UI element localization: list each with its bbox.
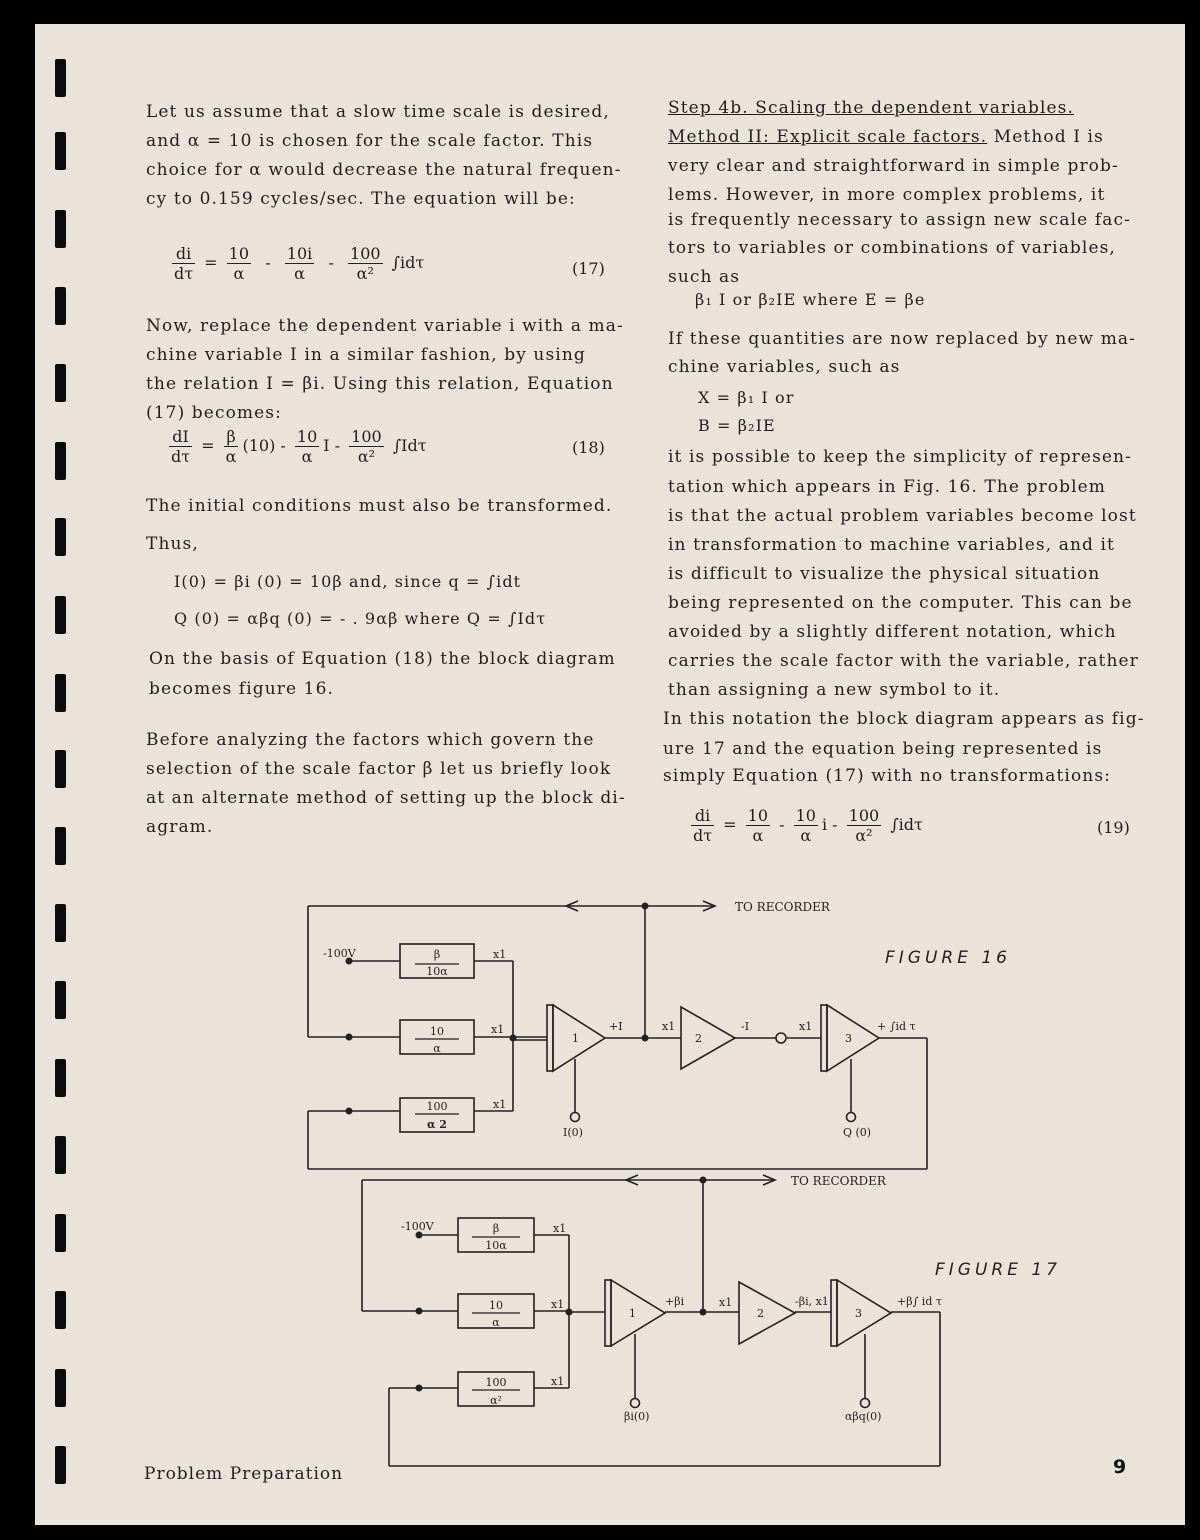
initial-condition-1: I(0) = βi (0) = 10β and, since q = ∫idt <box>174 572 522 591</box>
svg-text:-I: -I <box>741 1020 750 1033</box>
svg-text:+ ∫id τ: + ∫id τ <box>877 1020 916 1033</box>
fig17-source-label: -100V <box>401 1220 434 1233</box>
equation-18-number: (18) <box>572 438 605 457</box>
svg-text:βi(0): βi(0) <box>624 1410 650 1423</box>
svg-text:+I: +I <box>609 1020 623 1033</box>
svg-text:x1: x1 <box>493 1098 507 1111</box>
equation-19: $\frac{di}{d\tau}$ = $\frac{10}{\alpha}$ - $\frac{10}{\alpha}$ i - $\frac{100}{\text{α²}}$ ∫idτ <box>693 806 923 845</box>
svg-text:10: 10 <box>430 1025 444 1038</box>
svg-text:α²: α² <box>490 1394 502 1407</box>
svg-text:α: α <box>492 1316 500 1329</box>
fig17-recorder-label: TO RECORDER <box>791 1174 886 1188</box>
svg-text:10: 10 <box>489 1299 503 1312</box>
method-heading: Method II: Explicit scale factors. Method I is <box>668 127 1104 147</box>
fig16-recorder-label: TO RECORDER <box>735 900 830 914</box>
svg-text:x1: x1 <box>662 1020 676 1033</box>
fig16-source-label: -100V <box>323 947 356 960</box>
initial-condition-2: Q (0) = αβq (0) = - . 9αβ where Q = ∫Idτ <box>174 609 547 628</box>
svg-text:x1: x1 <box>799 1020 813 1033</box>
step-heading: Step 4b. Scaling the dependent variables. <box>668 98 1074 118</box>
expression-beta-scale: β₁ I or β₂IE where E = βe <box>695 290 926 309</box>
svg-text:β: β <box>492 1222 500 1235</box>
page-number: 9 <box>1113 1456 1127 1478</box>
equation-17: $\frac{di}{d\tau}$ = $\frac{10}{\alpha}$ - $\frac{10i}{\alpha}$ - $\frac{100}{\text{α²}}$ ∫idτ <box>174 244 425 283</box>
svg-text:α: α <box>433 1042 441 1055</box>
svg-text:x1: x1 <box>551 1375 565 1388</box>
figure-17-title: FIGURE 17 <box>935 1260 1061 1280</box>
svg-text:10α: 10α <box>426 965 448 978</box>
figure-17-diagram <box>35 24 1185 1525</box>
svg-text:100: 100 <box>426 1100 448 1113</box>
svg-text:x1: x1 <box>491 1023 505 1036</box>
svg-text:3: 3 <box>855 1307 862 1320</box>
expression-b: B = β₂IE <box>698 416 776 435</box>
equation-19-number: (19) <box>1097 818 1130 837</box>
svg-text:β: β <box>433 948 441 961</box>
figure-16-title: FIGURE 16 <box>885 948 1011 968</box>
svg-text:x1: x1 <box>493 948 507 961</box>
document-page: Let us assume that a slow time scale is desired, and α = 10 is chosen for the scale factor. This choice for α would decrease the natural frequen- cy to 0.159 cycles/sec. The equation will be: $\frac{di}{d\tau}$ = $\frac{10}{\alpha}$ - $\frac{10i}{\alpha}$ - $\frac{100}{\text{α²}}$ ∫idτ (17) Now, replace the dependent variable i with a ma- chine variable I in a similar fashion, by using the relation I = βi. Using this relation, Equation (17) becomes: $\frac{dI}{d\tau}$ = $\frac{\beta}{\alpha}$ (10) - $\frac{10}{\alpha}$ I - $\frac{100}{\text{α²}}$ ∫Idτ (18) The initial conditions must also be transformed. Thus, I(0) = βi (0) = 10β and, since q = ∫idt Q (0) = αβq (0) = - . 9αβ where Q = ∫Idτ On the basis of Equation (18) the block diagram becomes figure 16. Before analyzing the factors which govern the selection of the scale factor β let us briefly look at an alternate method of setting up the block di- agram. Step 4b. Scaling the dependent variables. Method II: Explicit scale factors. Method I is very clear and straightforward in simple prob- lems. However, in more complex problems, it is frequently necessary to assign new scale fac- tors to variables or combinations of variables, such as β₁ I or β₂IE where E = βe If these quantities are now replaced by new ma- chine variables, such as X = β₁ I or B = β₂IE it is possible to keep the simplicity of represen- tation which appears in Fig. 16. The problem is that the actual problem variables become lost in transformation to machine variables, and it is difficult to visualize the physical situation being represented on the computer. This can be avoided by a slightly different notation, which carries the scale factor with the variable, rather than assigning a new symbol to it. In this notation the block diagram appears as fig- ure 17 and the equation being represented is simply Equation (17) with no transformations: $\frac{di}{d\tau}$ = $\frac{10}{\alpha}$ - $\frac{10}{\alpha}$ i - $\frac{100}{\text{α²}}$ ∫idτ (19) FIGURE 16 TO RECORDER -100V β 10α 10 α 100 α 2 x1 x1 x1 1 +I x1 2 -I x1 3 + ∫id τ I(0) Q (0) FIGURE 17 TO RECORDER -100V β 10α 10 α 100 α² x1 x1 x1 1 +βi x1 2 -βi, x1 3 +β∫ id τ βi(0) αβq(0) Problem Preparation 9 <box>35 24 1185 1525</box>
svg-text:I(0): I(0) <box>563 1126 583 1139</box>
equation-18: $\frac{dI}{d\tau}$ = $\frac{\beta}{\alpha}$ (10) - $\frac{10}{\alpha}$ I - $\frac{100}{\text{α²}}$ ∫Idτ <box>171 427 427 466</box>
svg-text:2: 2 <box>757 1307 764 1320</box>
svg-text:10α: 10α <box>485 1239 507 1252</box>
svg-text:x1: x1 <box>553 1222 567 1235</box>
equation-17-number: (17) <box>572 259 605 278</box>
svg-text:x1: x1 <box>719 1296 733 1309</box>
svg-text:+β∫ id τ: +β∫ id τ <box>897 1295 942 1308</box>
svg-text:Q (0): Q (0) <box>843 1126 872 1139</box>
svg-text:-βi, x1: -βi, x1 <box>795 1295 829 1308</box>
svg-text:+βi: +βi <box>665 1295 685 1308</box>
svg-text:αβq(0): αβq(0) <box>845 1410 882 1423</box>
svg-text:x1: x1 <box>551 1298 565 1311</box>
svg-text:α 2: α 2 <box>427 1118 447 1131</box>
expression-x: X = β₁ I or <box>698 388 795 407</box>
svg-text:2: 2 <box>695 1032 702 1045</box>
svg-text:100: 100 <box>485 1376 507 1389</box>
svg-text:1: 1 <box>572 1032 579 1045</box>
svg-text:1: 1 <box>629 1307 636 1320</box>
footer-label: Problem Preparation <box>144 1464 344 1484</box>
svg-text:3: 3 <box>845 1032 852 1045</box>
